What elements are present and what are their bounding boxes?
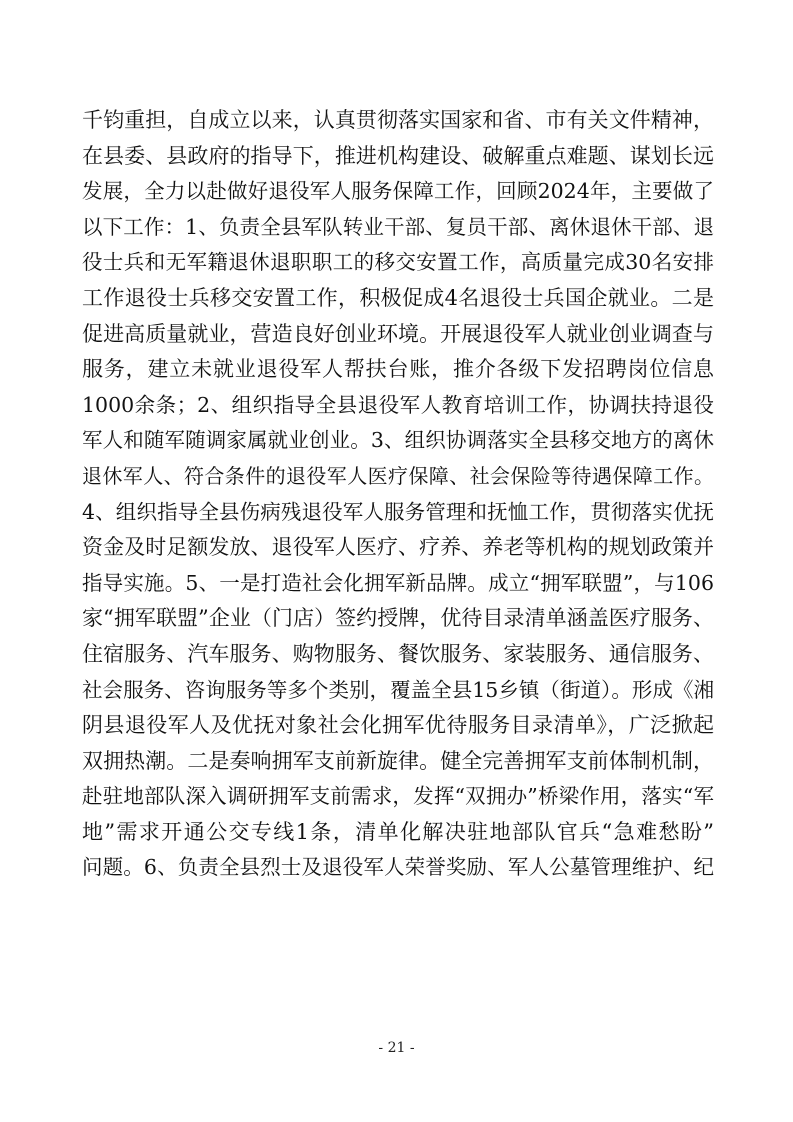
text-line: 社会服务、咨询服务等多个类别，覆盖全县15乡镇（街道）。形成《湘 (82, 677, 714, 702)
text-line: 工作退役士兵移交安置工作，积极促成4名退役士兵国企就业。二是 (82, 285, 714, 310)
text-line: 以下工作：1、负责全县军队转业干部、复员干部、离休退休干部、退 (82, 214, 714, 239)
text-line: 资金及时足额发放、退役军人医疗、疗养、养老等机构的规划政策并 (82, 535, 714, 560)
text-line: 服务，建立未就业退役军人帮扶台账，推介各级下发招聘岗位信息 (82, 357, 714, 382)
text-line: 家“拥军联盟”企业（门店）签约授牌，优待目录清单涵盖医疗服务、 (82, 606, 714, 631)
text-line: 军人和随军随调家属就业创业。3、组织协调落实全县移交地方的离休 (82, 428, 714, 453)
text-line: 4、组织指导全县伤病残退役军人服务管理和抚恤工作，贯彻落实优抚 (82, 499, 714, 524)
text-line: 阴县退役军人及优抚对象社会化拥军优待服务目录清单》，广泛掀起 (82, 713, 714, 738)
text-line: 退休军人、符合条件的退役军人医疗保障、社会保险等待遇保障工作。 (82, 463, 714, 488)
text-line: 促进高质量就业，营造良好创业环境。开展退役军人就业创业调查与 (82, 321, 714, 346)
text-line: 发展，全力以赴做好退役军人服务保障工作，回顾2024年，主要做了 (82, 179, 714, 204)
text-line: 双拥热潮。二是奏响拥军支前新旋律。健全完善拥军支前体制机制， (82, 748, 714, 773)
text-line: 问题。6、负责全县烈士及退役军人荣誉奖励、军人公墓管理维护、纪 (82, 855, 714, 880)
text-line: 役士兵和无军籍退休退职职工的移交安置工作，高质量完成30名安排 (82, 250, 714, 275)
text-line: 地”需求开通公交专线1条，清单化解决驻地部队官兵“急难愁盼” (82, 819, 714, 844)
page-number: - 21 - (378, 1040, 415, 1056)
text-line: 在县委、县政府的指导下，推进机构建设、破解重点难题、谋划长远 (82, 143, 714, 168)
text-line: 指导实施。5、一是打造社会化拥军新品牌。成立“拥军联盟”，与106 (82, 570, 714, 595)
text-line: 住宿服务、汽车服务、购物服务、餐饮服务、家装服务、通信服务、 (82, 641, 714, 666)
text-line: 赴驻地部队深入调研拥军支前需求，发挥“双拥办”桥梁作用，落实“军 (82, 784, 714, 809)
body-text (82, 103, 714, 886)
text-line: 1000余条；2、组织指导全县退役军人教育培训工作，协调扶持退役 (82, 392, 714, 417)
text-line: 千钧重担，自成立以来，认真贯彻落实国家和省、市有关文件精神， (82, 108, 714, 132)
